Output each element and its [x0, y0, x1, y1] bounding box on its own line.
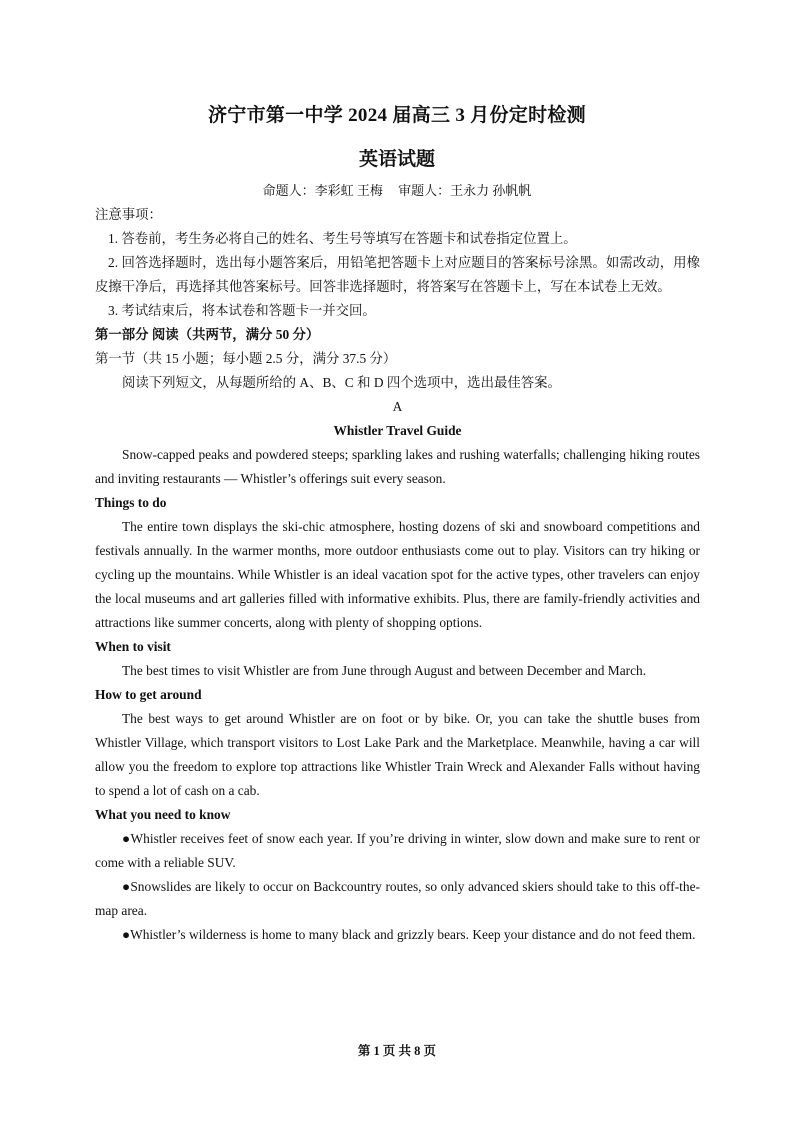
know-item-1: ●Whistler receives feet of snow each year. If you’re driving in winter, slow down and make sure to rent or come with a reliable SUV.: [95, 831, 700, 870]
know-heading: What you need to know: [95, 807, 231, 822]
when-text: The best times to visit Whistler are from June through August and between December and March.: [122, 663, 647, 678]
exam-subtitle: 英语试题: [358, 149, 435, 170]
when-heading: When to visit: [95, 639, 171, 654]
section1-heading: 第一节（共 15 小题；每小题 2.5 分，满分 37.5 分）: [95, 351, 397, 366]
exam-body: [95, 203, 700, 947]
authors-line: [0, 180, 794, 199]
notice-heading: 注意事项：: [95, 207, 162, 222]
passage-intro: Snow-capped peaks and powdered steeps; sparkling lakes and rushing waterfalls; challenging hiking routes and inviting restaurants — Whistler’s offerings suit every season.: [95, 447, 700, 486]
know-item-2: ●Snowslides are likely to occur on Backcountry routes, so only advanced skiers should take to this off-the-map area.: [95, 879, 700, 918]
passage-title: Whistler Travel Guide: [333, 423, 462, 438]
notice-item-1: 1. 答卷前，考生务必将自己的姓名、考生号等填写在答题卡和试卷指定位置上。: [108, 231, 577, 246]
things-text: The entire town displays the ski-chic atmosphere, hosting dozens of ski and snowboard competitions and festivals annually. In the warmer months, more outdoor enthusiasts come out to play. Visitors can try hiking or cycling up the mountains. While Whistler is an ideal vacation spot for the active types, other travelers can enjoy the local museums and art galleries filled with informative exhibits. Plus, there are family-friendly activities and attractions like summer concerts, along with plenty of shopping options.: [95, 519, 700, 630]
setters: 命题人：李彩虹 王梅: [262, 183, 383, 198]
exam-title: 济宁市第一中学 2024 届高三 3 月份定时检测: [207, 105, 586, 126]
section1-instruction: 阅读下列短文，从每题所给的 A、B、C 和 D 四个选项中，选出最佳答案。: [122, 375, 561, 390]
part1-heading: 第一部分 阅读（共两节，满分 50 分）: [95, 327, 320, 342]
how-heading: How to get around: [95, 687, 202, 702]
things-heading: Things to do: [95, 495, 167, 510]
notice-item-3: 3. 考试结束后，将本试卷和答题卡一并交回。: [108, 303, 376, 318]
page-number: 第 1 页 共 8 页: [357, 1044, 437, 1058]
reviewers: 审题人：王永力 孙帆帆: [398, 183, 532, 198]
how-text: The best ways to get around Whistler are on foot or by bike. Or, you can take the shuttle buses from Whistler Village, which transport visitors to Lost Lake Park and the Marketplace. Meanwhile, having a car will allow you the freedom to explore top attractions like Whistler Train Wreck and Alexander Falls without having to spend a lot of cash on a cab.: [95, 711, 700, 798]
know-item-3: ●Whistler’s wilderness is home to many black and grizzly bears. Keep your distance and do not feed them.: [122, 927, 696, 942]
notice-item-2: 2. 回答选择题时，选出每小题答案后，用铅笔把答题卡上对应题目的答案标号涂黑。如需改动，用橡皮擦干净后，再选择其他答案标号。回答非选择题时，将答案写在答题卡上，写在本试卷上无效。: [95, 255, 700, 294]
passage-letter: A: [392, 399, 403, 414]
